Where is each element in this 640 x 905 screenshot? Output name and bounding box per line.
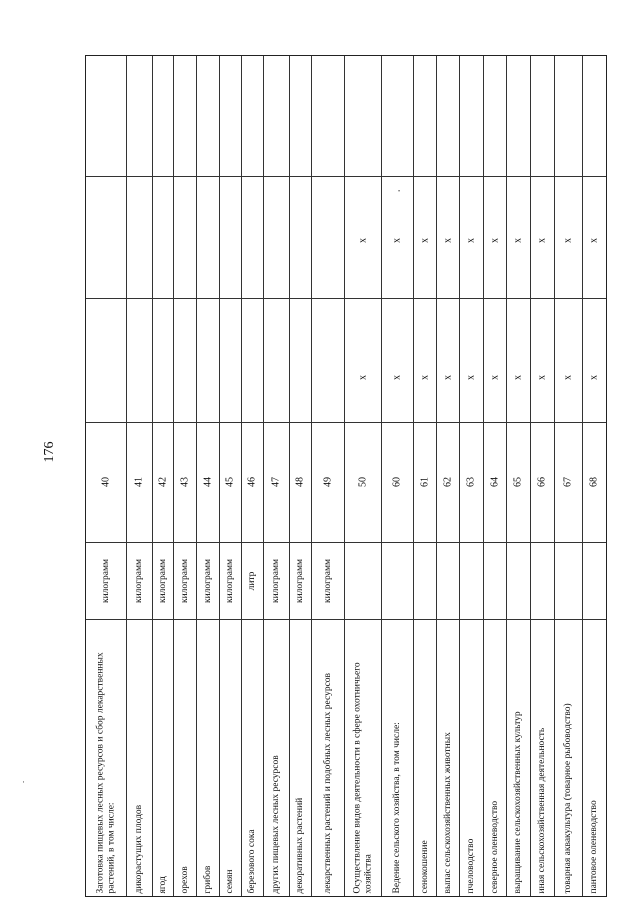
- row-code-cell: [126, 422, 152, 542]
- cross-mark-cell: [530, 359, 554, 383]
- cross-mark: x: [512, 238, 524, 243]
- row-code-cell: [554, 422, 582, 542]
- row-code: 49: [322, 477, 333, 487]
- row-name: лекарственных растений и подобных лесных ресурсов: [322, 672, 333, 893]
- row-code-cell: [289, 422, 311, 542]
- cross-mark-cell: [483, 359, 506, 383]
- row-code-cell: [196, 422, 219, 542]
- row-code-cell: [413, 422, 436, 542]
- row-name: семян: [224, 868, 235, 893]
- row-code: 46: [246, 477, 258, 487]
- row-name: других пищевых лесных ресурсов: [270, 754, 281, 893]
- row-name-cell: [196, 619, 219, 896]
- row-name: товарная аквакультура (товарное рыбоводство): [562, 702, 573, 893]
- row-code: 63: [465, 477, 477, 487]
- cross-mark-cell: [582, 359, 606, 383]
- row-name: северное оленеводство: [489, 800, 500, 893]
- row-name: иная сельскохозяйственная деятельность: [536, 727, 547, 893]
- cross-mark: x: [512, 375, 524, 380]
- row-unit-cell: [241, 542, 263, 619]
- row-name-cell: [506, 619, 530, 896]
- row-code: 48: [294, 477, 306, 487]
- row-name: выпас сельскохозяйственных животных: [442, 731, 453, 893]
- row-name: декоративных растений: [294, 797, 305, 893]
- cross-mark-cell: [530, 222, 554, 246]
- cross-mark-cell: [459, 222, 483, 246]
- cross-mark: x: [357, 375, 368, 380]
- row-unit-cell: [219, 542, 241, 619]
- row-name-cell: [483, 619, 506, 896]
- row-unit: килограмм: [294, 558, 305, 603]
- row-code: 66: [536, 477, 548, 487]
- cross-mark: x: [442, 238, 453, 243]
- row-name-cell: [289, 619, 311, 896]
- cross-mark-cell: [344, 222, 381, 246]
- row-unit: литр: [246, 571, 257, 590]
- cross-mark-cell: [436, 359, 459, 383]
- row-code: 50: [357, 477, 368, 487]
- cross-mark: x: [419, 375, 430, 380]
- row-code-cell: [219, 422, 241, 542]
- scan-speck: ·: [22, 777, 25, 787]
- row-code-cell: [483, 422, 506, 542]
- row-name: дикорастущих плодов: [133, 804, 144, 893]
- row-unit: килограмм: [270, 558, 281, 603]
- cross-mark: x: [536, 238, 548, 243]
- row-name: сенокошение: [419, 839, 430, 893]
- row-name-cell: [241, 619, 263, 896]
- row-name-cell: [436, 619, 459, 896]
- row-unit-cell: [263, 542, 289, 619]
- row-unit: килограмм: [157, 558, 168, 603]
- row-code: 43: [179, 477, 190, 487]
- row-name-cell: [173, 619, 196, 896]
- row-name-cell: [554, 619, 582, 896]
- table-column-divider: [86, 176, 606, 177]
- row-name: орехов: [179, 865, 190, 893]
- row-unit-cell: [86, 542, 126, 619]
- row-code-cell: [311, 422, 344, 542]
- scan-speck: •: [398, 189, 401, 195]
- cross-mark-cell: [344, 359, 381, 383]
- cross-mark: x: [391, 375, 403, 380]
- cross-mark-cell: [381, 222, 413, 246]
- row-unit-cell: [196, 542, 219, 619]
- row-unit: килограмм: [179, 558, 190, 603]
- row-code: 45: [224, 477, 236, 487]
- row-code: 68: [588, 477, 600, 487]
- row-name: Осуществление видов деятельности в сфере охотничьего хозяйства: [352, 661, 373, 893]
- cross-mark: x: [391, 238, 403, 243]
- row-code-cell: [241, 422, 263, 542]
- cross-mark: x: [588, 238, 600, 243]
- cross-mark-cell: [436, 222, 459, 246]
- cross-mark: x: [465, 375, 477, 380]
- row-code-cell: [263, 422, 289, 542]
- row-name-cell: [86, 619, 126, 896]
- row-code-cell: [436, 422, 459, 542]
- cross-mark: x: [536, 375, 548, 380]
- cross-mark-cell: [413, 359, 436, 383]
- row-name-cell: [381, 619, 413, 896]
- row-name: пантовое оленеводство: [588, 799, 599, 893]
- row-code: 60: [391, 477, 403, 487]
- cross-mark-cell: [554, 359, 582, 383]
- row-code-cell: [152, 422, 173, 542]
- cross-mark: x: [442, 375, 453, 380]
- row-unit: килограмм: [133, 558, 144, 603]
- row-unit: килограмм: [224, 558, 235, 603]
- row-code: 61: [419, 477, 430, 487]
- row-code-cell: [86, 422, 126, 542]
- row-code-cell: [344, 422, 381, 542]
- row-code: 42: [157, 477, 168, 487]
- cross-mark: x: [489, 375, 500, 380]
- row-code: 65: [512, 477, 524, 487]
- cross-mark-cell: [582, 222, 606, 246]
- row-code-cell: [381, 422, 413, 542]
- row-unit-cell: [152, 542, 173, 619]
- cross-mark: x: [419, 238, 430, 243]
- row-name-cell: [219, 619, 241, 896]
- row-code: 64: [489, 477, 500, 487]
- cross-mark-cell: [413, 222, 436, 246]
- cross-mark-cell: [483, 222, 506, 246]
- row-code: 67: [562, 477, 574, 487]
- page-number: 176: [42, 441, 57, 463]
- row-name-cell: [582, 619, 606, 896]
- row-name-cell: [459, 619, 483, 896]
- row-code-cell: [530, 422, 554, 542]
- cross-mark: x: [489, 238, 500, 243]
- row-name: березового сока: [246, 828, 257, 893]
- cross-mark-cell: [459, 359, 483, 383]
- cross-mark-cell: [554, 222, 582, 246]
- row-code: 47: [270, 477, 282, 487]
- row-name-cell: [311, 619, 344, 896]
- row-code-cell: [459, 422, 483, 542]
- row-name: выращивание сельскохозяйственных культур: [512, 710, 523, 893]
- table-column-divider: [86, 298, 606, 299]
- cross-mark: x: [562, 375, 574, 380]
- row-code: 62: [442, 477, 453, 487]
- cross-mark: x: [588, 375, 600, 380]
- row-code: 44: [202, 477, 213, 487]
- cross-mark-cell: [381, 359, 413, 383]
- cross-mark: x: [357, 238, 368, 243]
- row-name: Ведение сельского хозяйства, в том числе:: [391, 721, 402, 893]
- row-unit: килограмм: [202, 558, 213, 603]
- row-name-cell: [126, 619, 152, 896]
- row-unit: килограмм: [322, 558, 333, 603]
- row-name-cell: [152, 619, 173, 896]
- row-code-cell: [173, 422, 196, 542]
- cross-mark-cell: [506, 222, 530, 246]
- row-name: ягод: [157, 875, 168, 893]
- row-name: пчеловодство: [465, 838, 476, 893]
- row-name-cell: [263, 619, 289, 896]
- row-name-cell: [344, 619, 381, 896]
- row-unit-cell: [126, 542, 152, 619]
- row-unit-cell: [311, 542, 344, 619]
- cross-mark: x: [562, 238, 574, 243]
- row-code-cell: [506, 422, 530, 542]
- row-code: 41: [133, 477, 145, 487]
- row-unit: килограмм: [100, 558, 111, 603]
- row-code: 40: [100, 477, 112, 487]
- cross-mark-cell: [506, 359, 530, 383]
- row-name: Заготовка пищевых лесных ресурсов и сбор лекарственных растений, в том числе:: [95, 651, 116, 893]
- row-name: грибов: [202, 865, 213, 893]
- rotated-data-table: [85, 55, 607, 897]
- row-name-cell: [530, 619, 554, 896]
- row-unit-cell: [173, 542, 196, 619]
- row-name-cell: [413, 619, 436, 896]
- cross-mark: x: [465, 238, 477, 243]
- row-unit-cell: [289, 542, 311, 619]
- row-code-cell: [582, 422, 606, 542]
